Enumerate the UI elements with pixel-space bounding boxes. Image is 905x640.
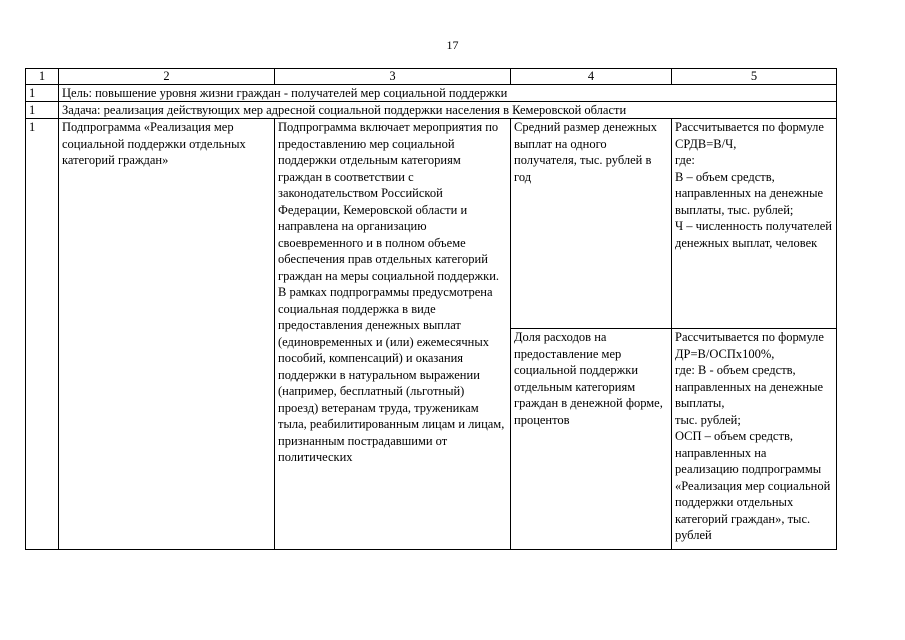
table-header-row xyxy=(26,69,837,85)
indicator-average-payment-text: Средний размер денежных выплат на одного получателя, тыс. рублей в год xyxy=(514,120,658,184)
task-text: Задача: реализация действующих мер адресной социальной поддержки населения в Кемеровской области xyxy=(59,102,837,119)
task-row xyxy=(26,102,837,119)
goal-text: Цель: повышение уровня жизни граждан - получателей мер социальной поддержки xyxy=(59,85,837,102)
task-row-number: 1 xyxy=(26,102,59,119)
column-header: 2 xyxy=(59,69,275,85)
subprogram-name-text: Подпрограмма «Реализация мер социальной поддержки отдельных категорий граждан» xyxy=(62,120,246,167)
formula-average-payment xyxy=(672,119,837,329)
program-row-number: 1 xyxy=(26,119,59,550)
goal-row-number: 1 xyxy=(26,85,59,102)
page-number: 17 xyxy=(446,38,459,52)
subprogram-description xyxy=(275,119,511,550)
formula-cash-share-text: Рассчитывается по формуле ДР=В/ОСПх100%, где: В - объем средств, направленных на денежные выплаты, тыс. рублей; ОСП – объем средств, направленных на реализацию подпрограммы «Реализация мер социальной поддержки отдельных категорий граждан», тыс. рублей xyxy=(675,330,831,542)
indicators-table xyxy=(25,68,837,550)
column-header: 1 xyxy=(26,69,59,85)
subprogram-description-text: Подпрограмма включает мероприятия по предоставлению мер социальной поддержки отдельным категориям граждан в соответствии с законодательством Российской Федерации, Кемеровской области и направлена на организацию своевременного и в полном объеме обеспечения прав отдельных категорий граждан на меры социальной поддержки. В рамках подпрограммы предусмотрена социальная поддержка в виде предоставления денежных выплат (единовременных и (или) ежемесячных пособий, компенсаций) и оказания поддержки в натуральном выражении (например, бесплатный (льготный) проезд) ветеранам труда, труженикам тыла, реабилитированным лицам и лицам, признанным пострадавшими от политических xyxy=(278,120,505,464)
indicator-cash-share-text: Доля расходов на предоставление мер социальной поддержки отдельным категориям граждан в денежной форме, процентов xyxy=(514,330,663,427)
subprogram-name xyxy=(59,119,275,550)
formula-cash-share xyxy=(672,329,837,550)
indicator-cash-share xyxy=(511,329,672,550)
goal-row xyxy=(26,85,837,102)
program-row xyxy=(26,119,837,329)
formula-average-payment-text: Рассчитывается по формуле СРДВ=В/Ч, где: В – объем средств, направленных на денежные выплаты, тыс. рублей; Ч – численность получателей денежных выплат, человек xyxy=(675,120,832,250)
column-header: 4 xyxy=(511,69,672,85)
column-header: 5 xyxy=(672,69,837,85)
column-header: 3 xyxy=(275,69,511,85)
indicator-average-payment xyxy=(511,119,672,329)
